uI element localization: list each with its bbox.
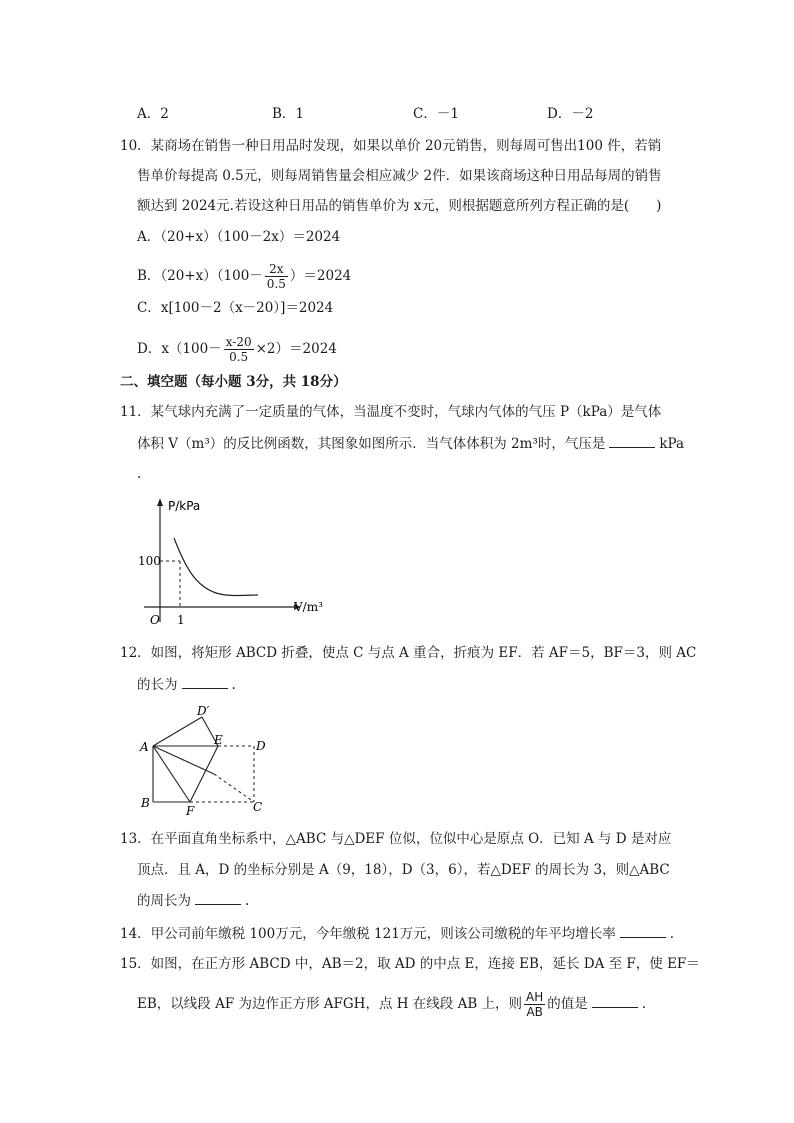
fraction-numerator: AH — [526, 990, 544, 1004]
q11-unit: kPa — [659, 436, 685, 452]
segment-ad-prime — [153, 717, 202, 746]
origin-label: O — [150, 613, 160, 627]
point-label-f: F — [186, 804, 195, 818]
q10-option-d-fraction — [224, 335, 254, 364]
q10-option-c: C．x[100－2（x－20）]＝2024 — [137, 300, 334, 316]
q9-option-b: B．1 — [272, 106, 305, 122]
q9-option-d: D．－2 — [547, 106, 594, 122]
q13-text-line2: 顶点．且 A，D 的坐标分别是 A（9，18），D（3，6），若△DEF 的周长为 3，则△ABC — [137, 862, 670, 878]
answer-blank[interactable] — [195, 890, 241, 905]
q14-text-pre: 14．甲公司前年缴税 100万元，今年缴税 121万元，则该公司缴税的年平均增长率 — [120, 926, 616, 942]
q10-text-line2: 售单价每提高 0.5元，则每周销售量会相应减少 2件．如果该商场这种日用品每周的销售 — [137, 168, 662, 184]
q10-option-d-pre: D．x（100－ — [137, 341, 222, 357]
q12-text-line2-pre: 的长为 — [137, 677, 178, 693]
section-heading: 二、填空题（每小题 3分，共 18分） — [120, 374, 347, 390]
x-tick-label: 1 — [177, 613, 185, 627]
fraction-denominator: 0.5 — [266, 277, 286, 291]
q13-text-line3-pre: 的周长为 — [137, 893, 191, 909]
fraction-denominator: 0.5 — [229, 350, 249, 364]
q9-options — [137, 102, 657, 122]
q15-text-line2 — [137, 990, 646, 1019]
point-label-c: C — [253, 800, 263, 814]
q14-text-line1 — [120, 923, 674, 944]
q9-option-a: A．2 — [137, 106, 169, 122]
q14-text-post: . — [669, 926, 675, 942]
q15-text-line2-post: . — [641, 996, 647, 1012]
y-axis-arrow-icon — [157, 498, 163, 506]
q13-text-line3 — [137, 890, 249, 911]
answer-blank[interactable] — [592, 993, 638, 1008]
q11-text-line3: . — [137, 466, 142, 482]
fraction-numerator: x-20 — [225, 335, 252, 349]
q10-option-d — [137, 335, 337, 364]
point-label-b: B — [141, 796, 150, 810]
q9-option-c: C．－1 — [413, 106, 459, 122]
q11-text-line2-pre: 体积 V（m³）的反比例函数，其图象如图所示．当气体体积为 2m³时，气压是 — [137, 436, 606, 452]
q13-text-line3-post: . — [245, 893, 250, 909]
q12-text-line1: 12．如图，将矩形 ABCD 折叠，使点 C 与点 A 重合，折痕为 EF．若 AF＝5，BF＝3，则 AC — [120, 645, 697, 661]
q10-option-b — [137, 262, 351, 291]
q10-option-b-post: ）＝2024 — [289, 268, 352, 284]
q15-fraction — [524, 990, 545, 1019]
q10-option-d-post: ×2）＝2024 — [255, 341, 337, 357]
q11-graph — [134, 494, 344, 628]
q10-text-line3: 额达到 2024元.若设这种日用品的销售单价为 x元，则根据题意所列方程正确的是( ) — [137, 198, 662, 214]
q12-text-line2-post: . — [231, 677, 236, 693]
q12-figure — [136, 704, 276, 818]
point-label-a: A — [140, 740, 149, 754]
y-axis-label: P/kPa — [168, 499, 201, 513]
q11-text-line1: 11．某气球内充满了一定质量的气体，当温度不变时，气球内气体的气压 P（kPa）是气体 — [120, 404, 662, 420]
q10-option-a: A．（20+x）（100－2x）＝2024 — [137, 229, 341, 245]
q13-text-line1: 13．在平面直角坐标系中，△ABC 与△DEF 位似，位似中心是原点 O．已知 A 与 D 是对应 — [120, 831, 672, 847]
point-label-d-prime: D′ — [197, 704, 210, 718]
hyperbola-curve — [174, 538, 258, 596]
q10-text-line1: 10．某商场在销售一种日用品时发现，如果以单价 20元销售，则每周可售出100 件，若销 — [120, 138, 662, 154]
answer-blank[interactable] — [182, 674, 228, 689]
fraction-denominator: AB — [526, 1005, 543, 1019]
q15-text-line2-mid: 的值是 — [547, 996, 588, 1012]
point-label-e: E — [214, 733, 223, 747]
point-label-d: D — [256, 739, 266, 753]
y-tick-label: 100 — [138, 554, 161, 568]
q10-option-b-fraction — [265, 262, 288, 291]
fraction-numerator: 2x — [265, 262, 288, 277]
answer-blank[interactable] — [620, 923, 666, 938]
q12-text-line2 — [137, 674, 236, 695]
answer-blank[interactable] — [609, 433, 655, 448]
x-axis-label: V/m³ — [294, 600, 323, 614]
q15-text-line1: 15．如图，在正方形 ABCD 中，AB＝2，取 AD 的中点 E，连接 EB，延长 DA 至 F，使 EF＝ — [120, 956, 700, 972]
q15-text-line2-pre: EB，以线段 AF 为边作正方形 AFGH，点 H 在线段 AB 上，则 — [137, 996, 523, 1012]
q10-option-b-pre: B．（20+x）（100－ — [137, 268, 263, 284]
diagonal-ac-dashed — [214, 774, 254, 802]
q11-text-line2 — [137, 433, 684, 454]
